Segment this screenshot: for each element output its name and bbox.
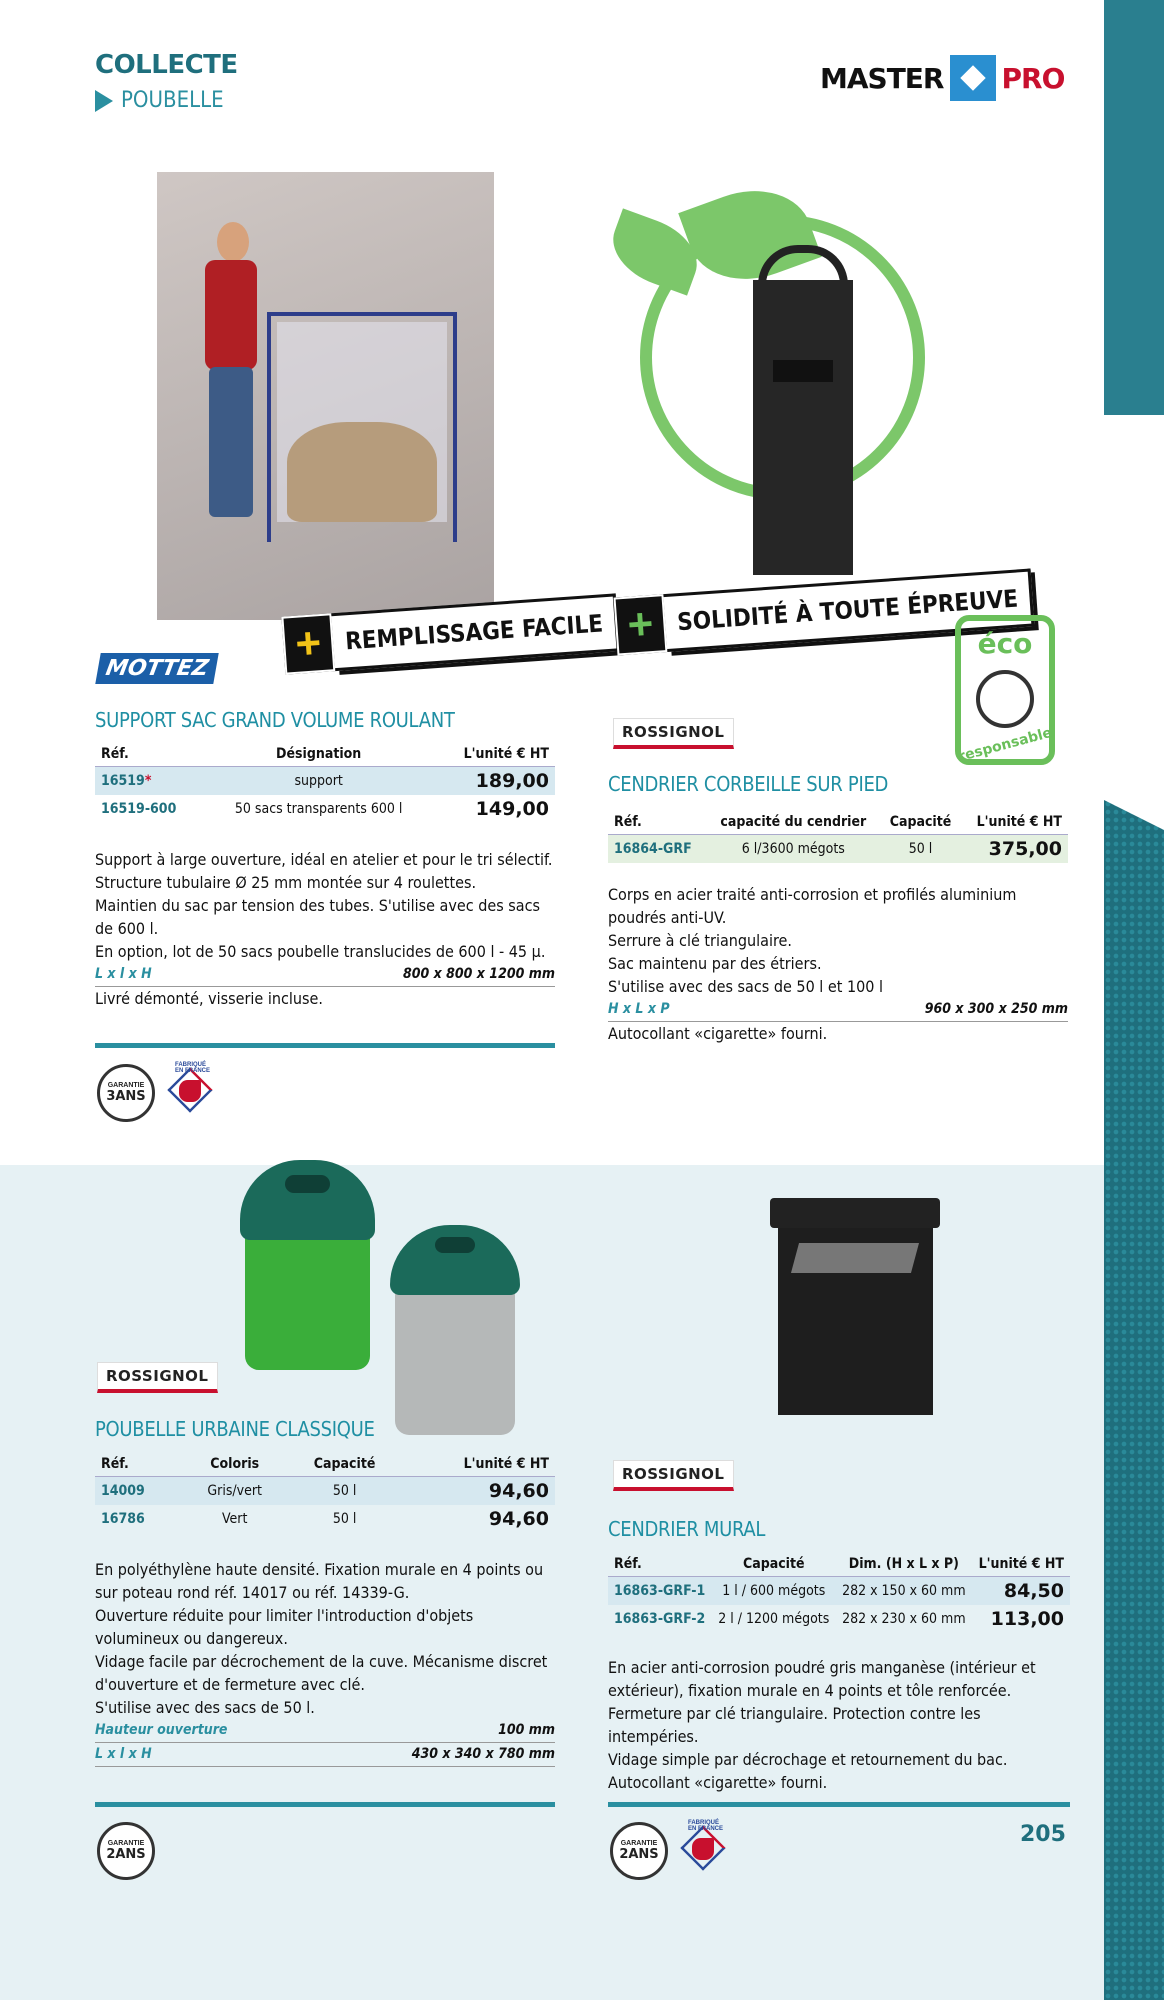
product3-description: En polyéthylène haute densité. Fixation murale en 4 points ou sur poteau rond réf. 14017 ou réf. 14339-G. Ouverture réduite pour limiter l'introduction d'objets volumineux ou dangereux. Vidage facile par décrochement de la cuve. Mécanisme discret d'ouverture et de fermeture avec clé. S'utilise avec des sacs de 50 l. Hauteur ouverture 100 mm L x l x H 430 x 340 x 780 mm xyxy=(95,1558,555,1767)
product-photo-wall-ashtray xyxy=(770,1198,940,1418)
page-number: 205 xyxy=(1020,1822,1066,1847)
col-ref: Réf. xyxy=(608,1552,712,1577)
capacity-cell: 50 l xyxy=(287,1477,402,1506)
col-ref: Réf. xyxy=(95,742,205,767)
col-dim: Dim. (H x L x P) xyxy=(836,1552,972,1577)
eco-responsible-badge xyxy=(955,615,1055,765)
capacity-cell: 50 l xyxy=(880,835,961,864)
brand-mottez: MOTTEZ xyxy=(95,653,219,684)
badge-solid-label: SOLIDITÉ À TOUTE ÉPREUVE xyxy=(663,568,1035,652)
dimension-row: Hauteur ouverture 100 mm xyxy=(95,1719,555,1743)
col-ashtray: capacité du cendrier xyxy=(707,810,880,835)
paper-waste xyxy=(287,422,437,522)
col-price: L'unité € HT xyxy=(961,810,1068,835)
capacity-cell: 2 l / 1200 mégots xyxy=(718,1611,830,1627)
col-color: Coloris xyxy=(183,1452,287,1477)
col-capacity: Capacité xyxy=(287,1452,402,1477)
person-figure xyxy=(197,222,267,522)
price-cell: 375,00 xyxy=(961,835,1068,864)
product1-table xyxy=(95,742,555,823)
badge-fill-label: REMPLISSAGE FACILE xyxy=(331,593,620,671)
col-price: L'unité € HT xyxy=(972,1552,1070,1577)
dim-cell: 282 x 230 x 60 mm xyxy=(842,1611,966,1627)
ref-cell: 16864-GRF xyxy=(608,835,707,864)
table-row xyxy=(95,1477,555,1506)
masterpro-logo xyxy=(820,55,1064,101)
eco-subtitle: responsable xyxy=(956,724,1054,766)
section-title: COLLECTE xyxy=(95,50,238,80)
plus-icon: + xyxy=(281,613,335,674)
warranty-2-years-icon: GARANTIE 2ANS xyxy=(610,1822,668,1880)
warranty-3-years-icon: GARANTIE 3ANS xyxy=(97,1064,155,1122)
product-photo-green-bin xyxy=(240,1160,375,1370)
ref-cell: 16863-GRF-2 xyxy=(614,1611,706,1627)
separator xyxy=(95,1802,555,1807)
table-row xyxy=(95,795,555,823)
price-cell: 94,60 xyxy=(488,1508,549,1530)
ashtray-cell: 6 l/3600 mégots xyxy=(707,835,880,864)
col-capacity: Capacité xyxy=(880,810,961,835)
brand-rossignol: ROSSIGNOL xyxy=(613,1460,734,1491)
play-triangle-icon xyxy=(95,90,113,112)
product-photo-ashtray-stand xyxy=(753,245,853,575)
decorative-side-band xyxy=(1104,0,1164,2000)
dimension-row: L x l x H 800 x 800 x 1200 mm xyxy=(95,963,555,987)
price-cell: 149,00 xyxy=(475,798,549,820)
product2-description: Corps en acier traité anti-corrosion et profilés aluminium poudrés anti-UV. Serrure à clé triangulaire. Sac maintenu par des étriers. S'utilise avec des sacs de 50 l et 100 l H x L x P 960 x 300 x 250 mm Autocollant «cigarette» fourni. xyxy=(608,885,1068,1043)
section-subtitle xyxy=(95,88,224,113)
subsection-label: POUBELLE xyxy=(121,88,224,113)
separator xyxy=(95,1043,555,1048)
designation-cell: support xyxy=(205,767,432,796)
designation-cell: 50 sacs transparents 600 l xyxy=(234,801,403,817)
col-ref: Réf. xyxy=(608,810,707,835)
product4-table xyxy=(608,1552,1070,1633)
logo-pro: PRO xyxy=(1001,61,1065,95)
ref-cell: 16519 xyxy=(101,773,145,789)
dim-cell: 282 x 150 x 60 mm xyxy=(836,1577,972,1606)
product4-description: En acier anti-corrosion poudré gris manganèse (intérieur et extérieur), fixation murale en 4 points et tôle renforcée. Fermeture par clé triangulaire. Protection contre les intempéries. Vidage simple par décrochage et retournement du bac. Autocollant «cigarette» fourni. xyxy=(608,1658,1036,1792)
brand-rossignol: ROSSIGNOL xyxy=(613,718,734,749)
warranty-2-years-icon: GARANTIE 2ANS xyxy=(97,1822,155,1880)
product4-title: CENDRIER MURAL xyxy=(608,1517,766,1541)
col-designation: Désignation xyxy=(205,742,432,767)
eco-title: éco xyxy=(977,627,1033,660)
product-photo-gray-bin xyxy=(390,1225,520,1435)
ref-cell: 16863-GRF-1 xyxy=(608,1577,712,1606)
capacity-cell: 50 l xyxy=(332,1511,357,1527)
col-capacity: Capacité xyxy=(712,1552,836,1577)
col-ref: Réf. xyxy=(95,1452,183,1477)
product3-title: POUBELLE URBAINE CLASSIQUE xyxy=(95,1417,375,1441)
price-cell: 94,60 xyxy=(402,1477,555,1506)
dotted-pattern xyxy=(1104,800,1164,2000)
asterisk: * xyxy=(144,773,152,789)
made-in-france-icon: FABRIQUÉ EN FRANCE xyxy=(678,1818,728,1873)
star-logo-icon xyxy=(950,55,996,101)
table-row xyxy=(608,835,1068,864)
band-notch xyxy=(1104,800,1164,830)
ref-cell: 16786 xyxy=(101,1511,145,1527)
side-tab xyxy=(1104,0,1164,415)
table-row xyxy=(95,1505,555,1533)
col-price: L'unité € HT xyxy=(402,1452,555,1477)
globe-icon xyxy=(976,670,1034,728)
ref-cell: 14009 xyxy=(95,1477,183,1506)
logo-master: MASTER xyxy=(820,61,944,95)
table-row xyxy=(608,1605,1070,1633)
capacity-cell: 1 l / 600 mégots xyxy=(712,1577,836,1606)
dimension-row: H x L x P 960 x 300 x 250 mm xyxy=(608,998,1068,1022)
product1-title: SUPPORT SAC GRAND VOLUME ROULANT xyxy=(95,708,455,732)
table-row xyxy=(95,767,555,796)
made-in-france-icon: FABRIQUÉ EN FRANCE xyxy=(165,1060,215,1115)
brand-rossignol: ROSSIGNOL xyxy=(97,1362,218,1393)
dimension-row: L x l x H 430 x 340 x 780 mm xyxy=(95,1743,555,1767)
table-row xyxy=(608,1577,1070,1606)
color-cell: Vert xyxy=(222,1511,248,1527)
price-cell: 113,00 xyxy=(990,1608,1064,1630)
separator xyxy=(608,1802,1070,1807)
plus-icon: + xyxy=(613,594,667,655)
product-photo-bag-support xyxy=(157,172,494,620)
product3-table xyxy=(95,1452,555,1533)
price-cell: 189,00 xyxy=(432,767,555,796)
price-cell: 84,50 xyxy=(972,1577,1070,1606)
color-cell: Gris/vert xyxy=(183,1477,287,1506)
product2-title: CENDRIER CORBEILLE SUR PIED xyxy=(608,772,889,796)
col-price: L'unité € HT xyxy=(432,742,555,767)
product1-description: Support à large ouverture, idéal en atelier et pour le tri sélectif. Structure tubulaire Ø 25 mm montée sur 4 roulettes. Maintien du sac par tension des tubes. S'utilise avec des sacs de 600 l. En option, lot de 50 sacs poubelle translucides de 600 l - 45 μ. L x l x H 800 x 800 x 1200 mm Livré démonté, visserie incluse. xyxy=(95,850,555,1008)
product2-table xyxy=(608,810,1068,863)
ref-cell: 16519-600 xyxy=(101,801,177,817)
